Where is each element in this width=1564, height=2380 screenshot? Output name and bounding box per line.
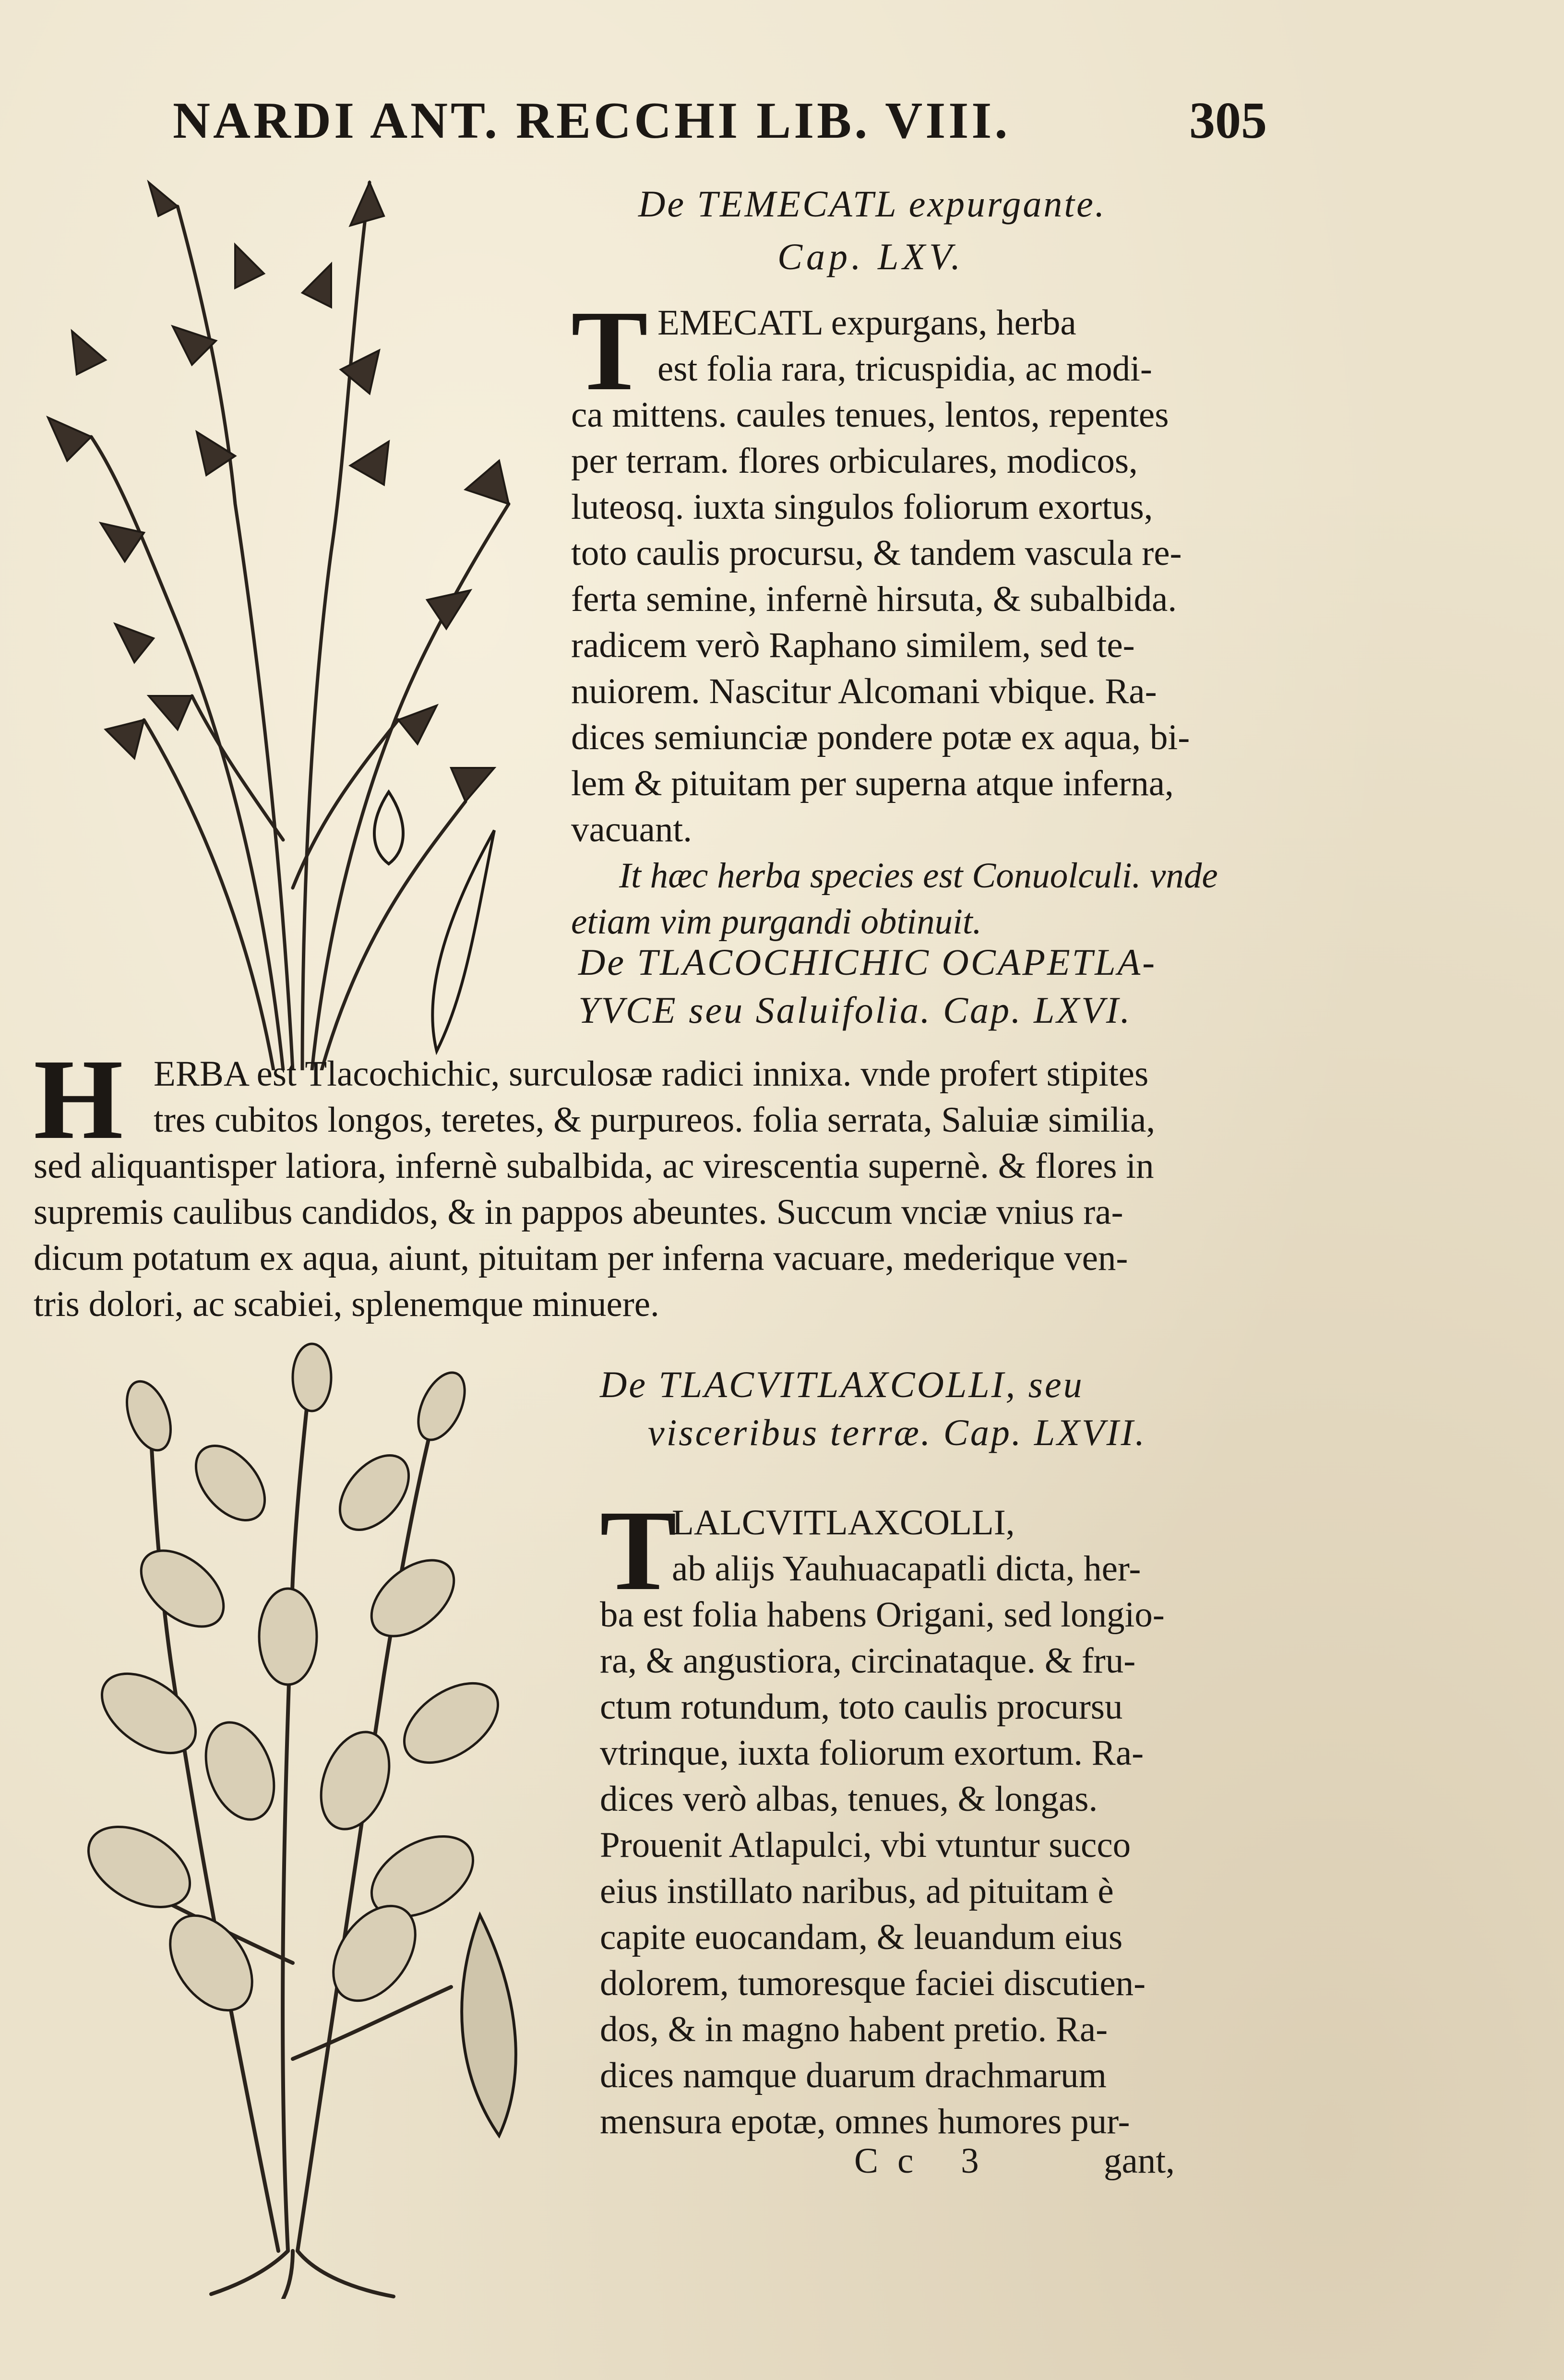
text-line: luteosq. iuxta singulos foliorum exortus, [571,487,1153,527]
text-line: sed aliquantisper latiora, infernè subalbida, ac virescentia supernè. & flores in [34,1146,1154,1186]
text-line: radicem verò Raphano similem, sed te- [571,625,1135,665]
text-line: dices namque duarum drachmarum [600,2056,1107,2095]
signature-mark: Cc 3 [854,2141,998,2181]
chapter-67-title-line1: De TLACVITLAXCOLLI, seu [600,1363,1084,1405]
text-line: ba est folia habens Origani, sed longio- [600,1595,1165,1635]
text-line: per terram. flores orbiculares, modicos, [571,441,1138,481]
text-line: ab alijs Yauhuacapatli dicta, her- [672,1549,1141,1589]
text-line: capite euocandam, & leuandum eius [600,1917,1123,1957]
page-number: 305 [1189,92,1267,149]
text-line: vtrinque, iuxta foliorum exortum. Ra- [600,1733,1144,1773]
chapter-65-drop-cap: T [571,287,648,414]
text-line: ERBA est Tlacochichic, surculosæ radici innixa. vnde profert stipites [154,1054,1149,1094]
text-line: tres cubitos longos, teretes, & purpureos. folia serrata, Saluiæ similia, [154,1100,1156,1140]
note-line: etiam vim purgandi obtinuit. [571,902,982,942]
note-line: It hæc herba species est Conuolculi. vnde [619,856,1218,896]
chapter-66-text [34,1051,1233,1328]
text-line: Prouenit Atlapulci, vbi vtuntur succo [600,1825,1131,1865]
text-line: est folia rara, tricuspidia, ac modi- [657,349,1152,389]
text-line: dices semiunciæ pondere potæ ex aqua, bi- [571,718,1190,757]
chapter-66-drop-cap: H [34,1035,123,1163]
text-line: mensura epotæ, omnes humores pur- [600,2102,1130,2141]
text-line: dos, & in magno habent pretio. Ra- [600,2009,1108,2049]
text-line: dolorem, tumoresque faciei discutien- [600,1963,1146,2003]
chapter-67-text [600,1500,1219,2145]
text-line: EMECATL expurgans, herba [657,303,1076,343]
text-line: lem & pituitam per superna atque inferna, [571,764,1174,803]
chapter-65-number: Cap. LXV. [777,236,965,277]
text-line: ctum rotundum, toto caulis procursu [600,1687,1123,1727]
text-line: dicum potatum ex aqua, aiunt, pituitam per inferna vacuare, mederique ven- [34,1238,1128,1278]
chapter-66-title-line1: De TLACOCHICHIC OCAPETLA- [578,941,1157,983]
chapter-67-drop-cap: T [600,1486,677,1614]
running-head: NARDI ANT. RECCHI LIB. VIII. [173,92,1011,149]
text-line: supremis caulibus candidos, & in pappos abeuntes. Succum vnciæ vnius ra- [34,1192,1123,1232]
tlacuitlaxcolli-plant-illustration [86,1339,537,2299]
temecatl-plant-illustration [34,168,552,1070]
text-line: vacuant. [571,810,692,849]
chapter-66-title-line2: YVCE seu Saluifolia. Cap. LXVI. [578,989,1132,1031]
text-line: eius instillato naribus, ad pituitam è [600,1871,1114,1911]
text-line: ferta semine, infernè hirsuta, & subalbida. [571,579,1177,619]
text-line: ca mittens. caules tenues, lentos, repentes [571,395,1169,435]
text-line: tris dolori, ac scabiei, splenemque minuere. [34,1284,659,1324]
text-line: nuiorem. Nascitur Alcomani vbique. Ra- [571,671,1157,711]
chapter-67-title-line2: visceribus terræ. Cap. LXVII. [648,1411,1146,1453]
text-line: LALCVITLAXCOLLI, [672,1503,1015,1543]
text-line: dices verò albas, tenues, & longas. [600,1779,1098,1819]
text-line: toto caulis procursu, & tandem vascula re- [571,533,1182,573]
page-header [173,91,1267,158]
chapter-65-text [571,287,1218,945]
chapter-65-title: De TEMECATL expurgante. [638,183,1107,225]
text-line: ra, & angustiora, circinataque. & fru- [600,1641,1136,1681]
catchword: gant, [1104,2141,1175,2181]
